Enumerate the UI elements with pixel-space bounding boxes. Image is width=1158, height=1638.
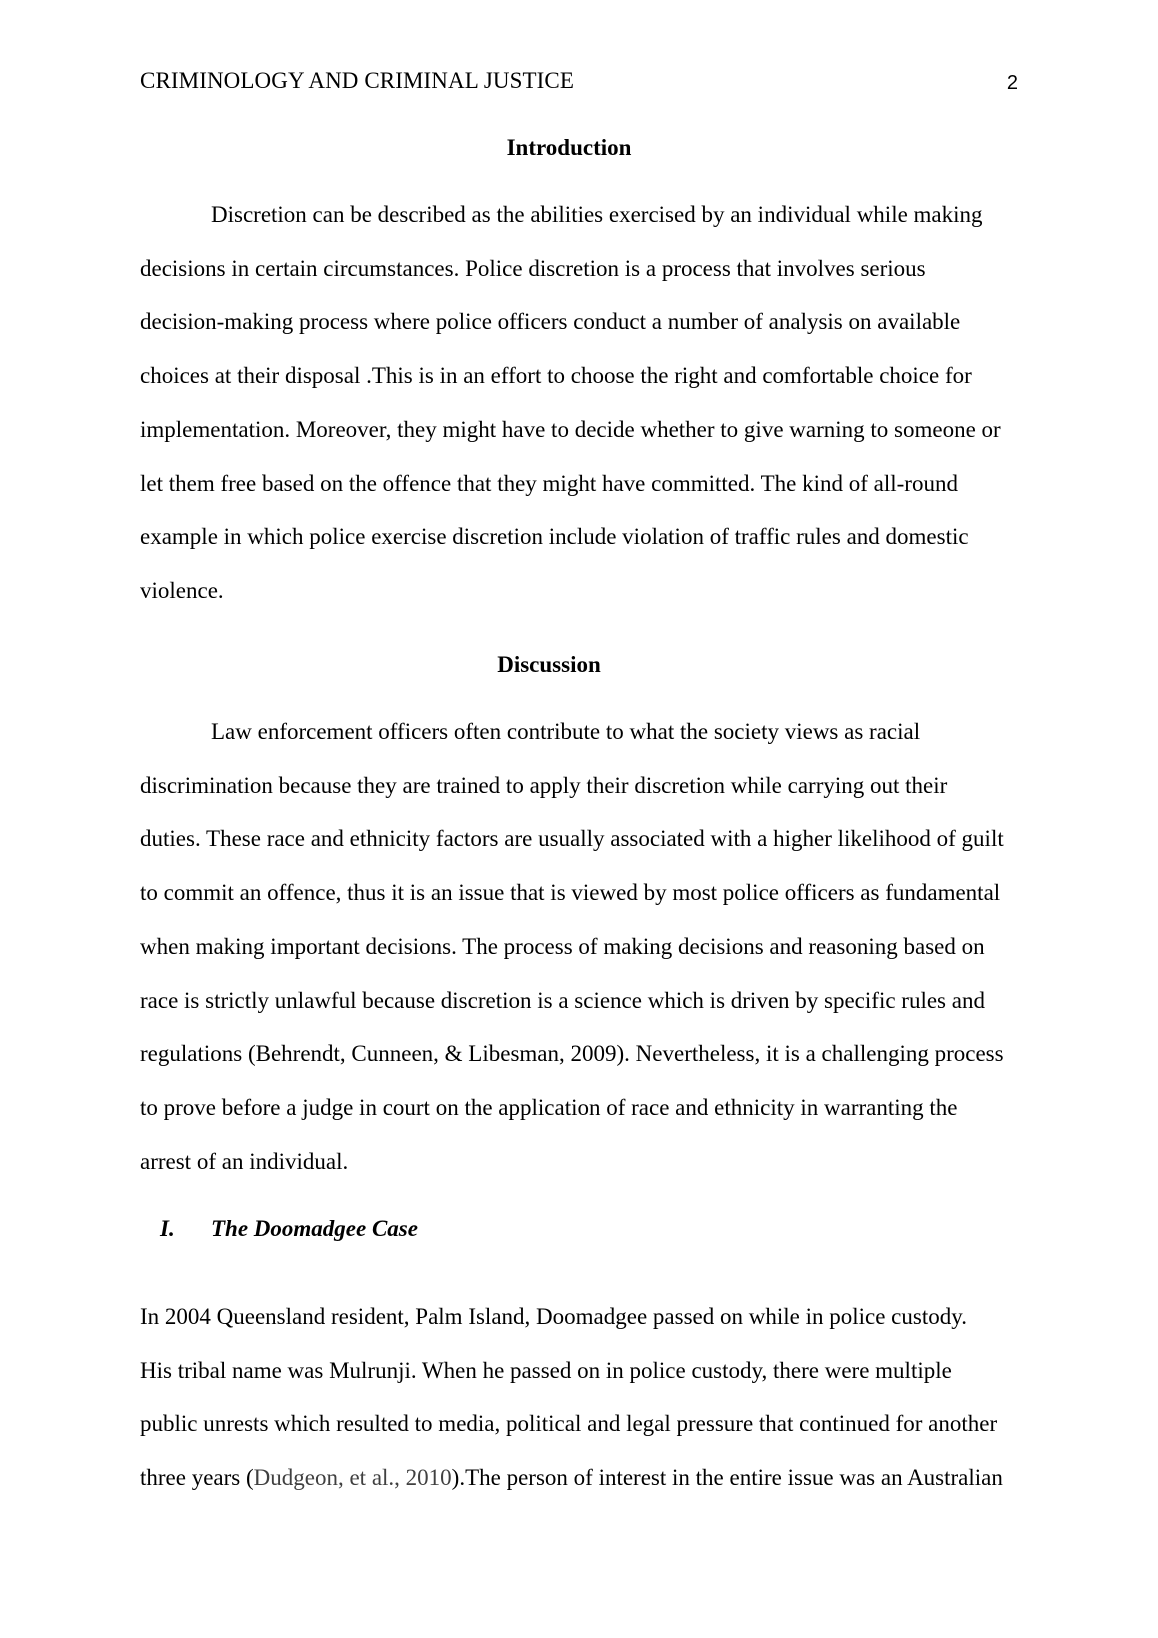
- discussion-paragraph: [140, 705, 1030, 1188]
- introduction-paragraph: [140, 188, 1030, 618]
- paragraph-line: regulations (Behrendt, Cunneen, & Libesman, 2009). Nevertheless, it is a challenging process: [140, 1041, 1004, 1067]
- paragraph-line: [140, 1451, 1030, 1505]
- line-text: three years (: [140, 1465, 254, 1491]
- page-number: 2: [1006, 72, 1018, 94]
- paragraph-line: public unrests which resulted to media, political and legal pressure that continued for another: [140, 1411, 998, 1437]
- doomadgee-paragraph: [140, 1290, 1030, 1505]
- paragraph-line: In 2004 Queensland resident, Palm Island, Doomadgee passed on while in police custody.: [140, 1304, 967, 1329]
- introduction-heading: Introduction: [506, 135, 632, 160]
- paragraph-line: race is strictly unlawful because discretion is a science which is driven by specific rules and: [140, 987, 985, 1013]
- paragraph-line: example in which police exercise discretion include violation of traffic rules and domestic: [140, 524, 969, 550]
- paragraph-line: to prove before a judge in court on the application of race and ethnicity in warranting the: [140, 1094, 958, 1120]
- paragraph-line: decisions in certain circumstances. Police discretion is a process that involves serious: [140, 255, 926, 281]
- running-head: CRIMINOLOGY AND CRIMINAL JUSTICE: [140, 68, 575, 93]
- paragraph-line: choices at their disposal .This is in an effort to choose the right and comfortable choice for: [140, 363, 972, 389]
- paragraph-line: Law enforcement officers often contribute to what the society views as racial: [211, 719, 921, 744]
- paragraph-line: violence.: [140, 577, 224, 603]
- paragraph-line: duties. These race and ethnicity factors are usually associated with a higher likelihood of guilt: [140, 826, 1004, 852]
- paragraph-line: decision-making process where police officers conduct a number of analysis on available: [140, 309, 961, 335]
- doomadgee-case-heading: [160, 1216, 418, 1242]
- paragraph-line: Discretion can be described as the abilities exercised by an individual while making: [211, 202, 983, 227]
- paragraph-line: when making important decisions. The process of making decisions and reasoning based on: [140, 933, 985, 959]
- section-title: The Doomadgee Case: [211, 1216, 418, 1241]
- paragraph-line: His tribal name was Mulrunji. When he passed on in police custody, there were multiple: [140, 1357, 952, 1383]
- paragraph-line: implementation. Moreover, they might have to decide whether to give warning to someone or: [140, 416, 1001, 442]
- citation: Dudgeon, et al., 2010: [253, 1465, 452, 1491]
- discussion-heading: Discussion: [497, 652, 601, 677]
- section-number: I.: [160, 1216, 175, 1241]
- paragraph-line: to commit an offence, thus it is an issue that is viewed by most police officers as fundamental: [140, 880, 1001, 906]
- paragraph-line: let them free based on the offence that they might have committed. The kind of all-round: [140, 470, 958, 496]
- paragraph-line: discrimination because they are trained to apply their discretion while carrying out their: [140, 772, 948, 798]
- paragraph-line: arrest of an individual.: [140, 1148, 349, 1174]
- line-text: ).The person of interest in the entire issue was an Australian: [451, 1465, 1003, 1491]
